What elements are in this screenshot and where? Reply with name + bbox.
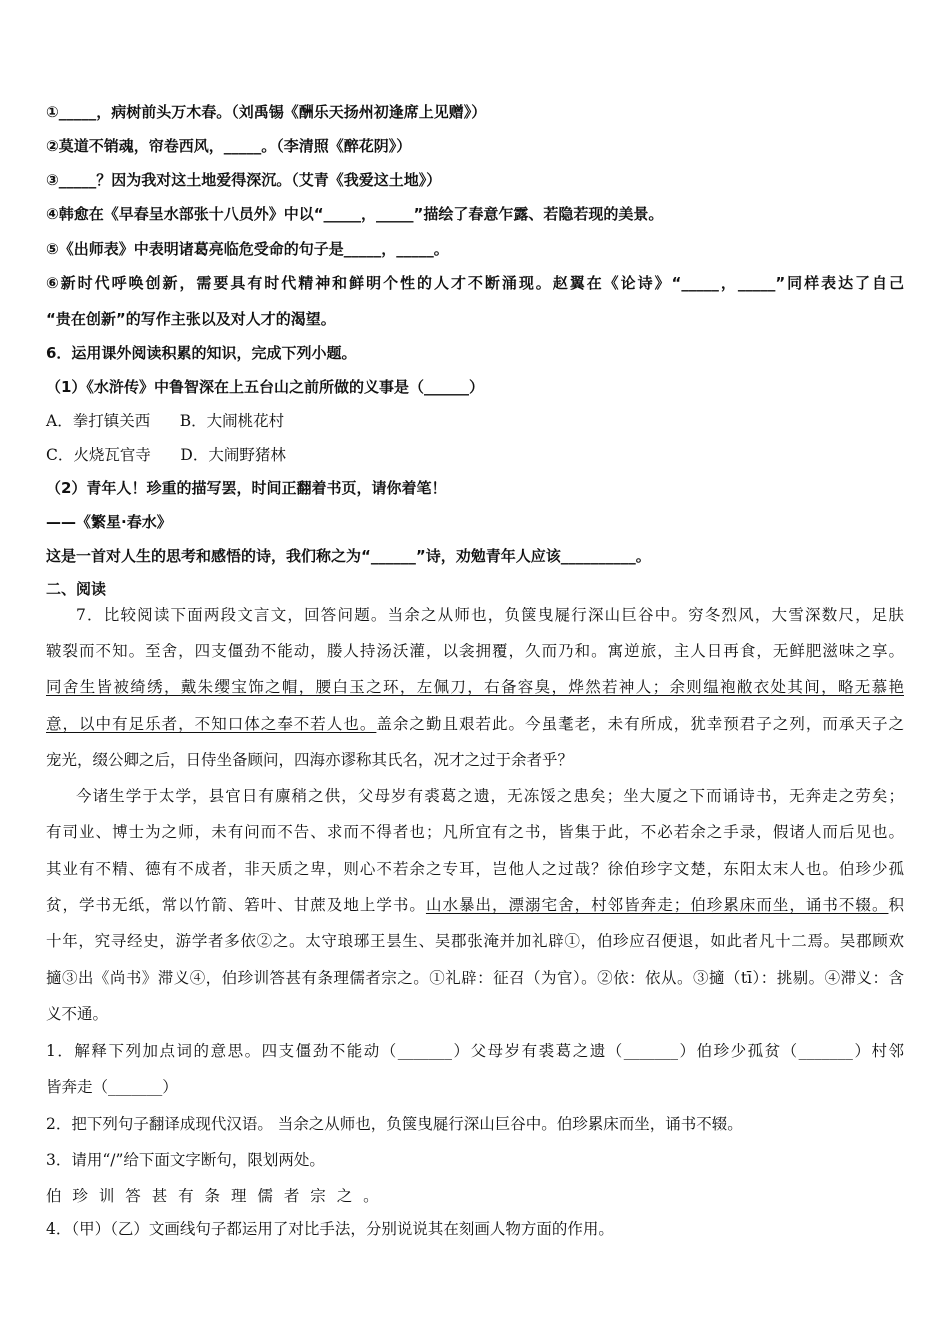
question-6-options-cd: C．火烧瓦官寺 D．大闹野猪林: [46, 446, 286, 464]
question-1-line-1: 1．解释下列加点词的意思。四支僵劲不能动（_______）父母岁有裘葛之遗（_______）伯珍少孤贫（_______）村邻: [46, 1042, 904, 1060]
passage-b-line-3: 其业有不精、德有不成者，非天质之卑，则心不若余之专耳，岂他人之过哉？徐伯珍字文楚，东阳太末人也。伯珍少孤: [46, 860, 904, 878]
fill-blank-item-1: ①_____，病树前头万木春。（刘禹锡《酬乐天扬州初逢席上见赠》）: [46, 103, 487, 121]
fill-blank-item-3: ③_____？因为我对这土地爱得深沉。（艾青《我爱这土地》）: [46, 171, 442, 189]
passage-b-line-2: 有司业、博士为之师，未有问而不告、求而不得者也；凡所宜有之书，皆集于此，不必若余之手录，假诸人而后见也。: [46, 823, 904, 841]
question-3: 3．请用“/”给下面文字断句，限划两处。: [46, 1151, 325, 1169]
passage-b-line-5: 十年，究寻经史，游学者多依②之。太守琅琊王昙生、吴郡张淹并加礼辟①，伯珍应召便退，如此者凡十二焉。吴郡顾欢: [46, 932, 904, 950]
passage-b-line-4-pre: 贫，学书无纸，常以竹箭、箬叶、甘蔗及地上学书。: [46, 896, 426, 914]
fill-blank-item-5: ⑤《出师表》中表明诸葛亮临危受命的句子是_____，_____。: [46, 240, 449, 258]
question-6-source: ——《繁星·春水》: [46, 513, 172, 531]
question-6-sub1: （1）《水浒传》中鲁智深在上五台山之前所做的义事是（______）: [46, 378, 484, 396]
fill-blank-item-6-cont: “贵在创新”的写作主张以及对人才的渴望。: [46, 310, 336, 328]
section-title: 二、阅读: [46, 580, 107, 598]
fill-blank-item-2: ②莫道不销魂，帘卷西风，_____。（李清照《醉花阴》）: [46, 137, 412, 155]
passage-a-line-2: 皲裂而不知。至舍，四支僵劲不能动，媵人持汤沃灌，以衾拥覆，久而乃和。寓逆旅，主人日再食，无鲜肥滋味之享。: [46, 642, 904, 660]
passage-a-line-1: 7．比较阅读下面两段文言文，回答问题。当余之从师也，负箧曳屣行深山巨谷中。穷冬烈风，大雪深数尺，足肤: [76, 606, 904, 624]
fill-blank-item-4: ④韩愈在《早春呈水部张十八员外》中以“_____，_____”描绘了春意乍露、若隐若现的美景。: [46, 205, 664, 223]
passage-b-line-4: [46, 894, 904, 916]
passage-a-line-3: 同舍生皆被绮绣，戴朱缨宝饰之帽，腰白玉之环，左佩刀，右备容臭，烨然若神人；余则缊袍敝衣处其间，略无慕艳: [46, 678, 904, 696]
passage-b-line-7: 义不通。: [46, 1005, 109, 1023]
question-6-sub2: （2）青年人！珍重的描写罢，时间正翻着书页，请你着笔！: [46, 479, 447, 497]
fill-blank-item-6: ⑥新时代呼唤创新，需要具有时代精神和鲜明个性的人才不断涌现。赵翼在《论诗》“_____，_____”同样表达了自己: [46, 274, 904, 292]
question-4: 4．（甲）（乙）文画线句子都运用了对比手法，分别说说其在刻画人物方面的作用。: [46, 1220, 614, 1238]
question-6-ask: 这是一首对人生的思考和感悟的诗，我们称之为“______”诗，劝勉青年人应该__________。: [46, 547, 651, 565]
passage-b-underlined: 山水暴出，漂溺宅舍，村邻皆奔走；伯珍累床而坐，诵书不辍。: [425, 896, 889, 914]
passage-b-line-4-post: 积: [888, 896, 904, 914]
question-3-text: 伯 珍 训 答 甚 有 条 理 儒 者 宗 之 。: [46, 1187, 379, 1205]
passage-b-line-6: 擿③出《尚书》滞义④，伯珍训答甚有条理儒者宗之。①礼辟：征召（为官）。②依：依从。③擿（tī）：挑剔。④滞义：含: [46, 969, 904, 987]
question-2: 2．把下列句子翻译成现代汉语。 当余之从师也，负箧曳屣行深山巨谷中。伯珍累床而坐，诵书不辍。: [46, 1115, 743, 1133]
question-6-options-ab: A．拳打镇关西 B．大闹桃花村: [46, 412, 285, 430]
question-6-title: 6．运用课外阅读积累的知识，完成下列小题。: [46, 344, 357, 362]
passage-a-underlined: 意，以中有足乐者，不知口体之奉不若人也。: [46, 715, 377, 733]
passage-a-line-4: [46, 713, 904, 735]
passage-a-line-4-rest: 盖余之勤且艰若此。今虽耄老，未有所成，犹幸预君子之列，而承天子之: [376, 715, 904, 733]
passage-a-line-5: 宠光，缀公卿之后，日侍坐备顾问，四海亦谬称其氏名，况才之过于余者乎？: [46, 751, 574, 769]
passage-b-line-1: 今诸生学于太学，县官日有廪稍之供，父母岁有裘葛之遗，无冻馁之患矣；坐大厦之下而诵诗书，无奔走之劳矣；: [76, 787, 904, 805]
question-1-line-2: 皆奔走（_______）: [46, 1078, 178, 1096]
